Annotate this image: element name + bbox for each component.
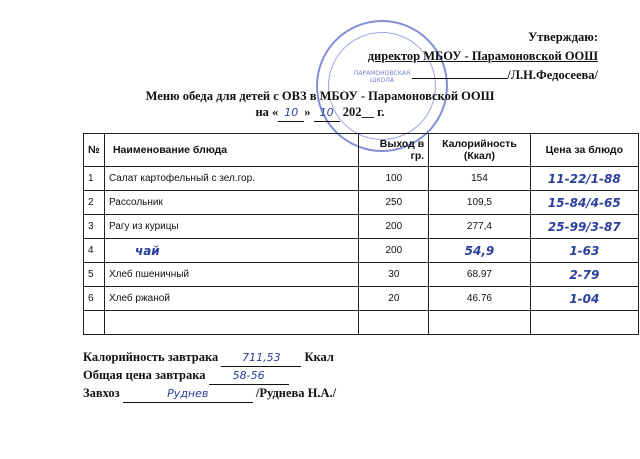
row-name-handwritten: чай [104,239,359,263]
price-total-label: Общая цена завтрака [83,368,206,382]
menu-table [83,133,639,335]
row-name: Рагу из курицы [104,215,359,239]
date-middle: » [304,105,311,119]
row-name: Рассольник [104,191,359,215]
row-num [84,311,105,335]
row-calories [429,311,530,335]
date-prefix: на « [255,105,279,119]
table-row [84,239,639,263]
date-month: 10 [314,105,340,122]
row-name: Хлеб ржаной [104,287,359,311]
row-num: 4 [84,239,105,263]
row-price: 15-84/4-65 [530,191,638,215]
col-calories: Калорийность (Ккал) [429,134,530,167]
calories-total-unit: Ккал [304,350,334,364]
stamp-text: ПАРАМОНОВСКАЯ ШКОЛА [353,70,411,84]
row-name: Хлеб пшеничный [104,263,359,287]
calories-total-line [83,349,336,367]
row-price: 25-99/3-87 [530,215,638,239]
approval-label: Утверждаю: [528,30,598,44]
date-year: 202__ г. [342,105,385,119]
row-price [530,311,638,335]
row-name [104,311,359,335]
date-day: 10 [278,105,304,122]
table-row [84,287,639,311]
approval-signature-line [368,66,598,85]
row-output [359,311,429,335]
col-price: Цена за блюдо [530,134,638,167]
table-row [84,191,639,215]
price-total-value: 58-56 [209,367,289,385]
row-output: 20 [359,287,429,311]
row-output: 100 [359,167,429,191]
table-row [84,167,639,191]
col-name: Наименование блюда [104,134,359,167]
manager-line [83,385,336,403]
row-num: 3 [84,215,105,239]
row-output: 200 [359,215,429,239]
document-title [0,88,640,122]
signature-blank [412,66,507,79]
title-date [0,104,640,122]
row-num: 6 [84,287,105,311]
row-num: 1 [84,167,105,191]
row-calories: 277,4 [429,215,530,239]
calories-total-label: Калорийность завтрака [83,350,219,364]
row-calories: 154 [429,167,530,191]
row-price: 2-79 [530,263,638,287]
row-output: 30 [359,263,429,287]
price-total-line [83,367,336,385]
table-row-empty [84,311,639,335]
col-num: № [84,134,105,167]
row-calories: 68.97 [429,263,530,287]
manager-label: Завхоз [83,386,120,400]
col-output: Выход в гр. [359,134,429,167]
row-price: 1-04 [530,287,638,311]
title-text: Меню обеда для детей с ОВЗ в МБОУ - Парамоновской ООШ [145,89,495,103]
row-calories: 54,9 [429,239,530,263]
row-num: 2 [84,191,105,215]
approval-role: директор МБОУ - Парамоновской ООШ [367,49,598,63]
row-output: 200 [359,239,429,263]
manager-signature: Руднев [123,385,253,403]
row-output: 250 [359,191,429,215]
row-name: Салат картофельный с зел.гор. [104,167,359,191]
table-row [84,263,639,287]
table-row [84,215,639,239]
row-num: 5 [84,263,105,287]
calories-total-value: 711,53 [221,349,301,367]
row-calories: 46.76 [429,287,530,311]
approval-block [368,28,598,85]
approval-name: /Л.Н.Федосеева/ [507,68,598,82]
table-header-row [84,134,639,167]
row-price: 11-22/1-88 [530,167,638,191]
manager-name: /Руднева Н.А./ [255,386,337,400]
row-calories: 109,5 [429,191,530,215]
row-price: 1-63 [530,239,638,263]
totals-block [83,349,336,403]
